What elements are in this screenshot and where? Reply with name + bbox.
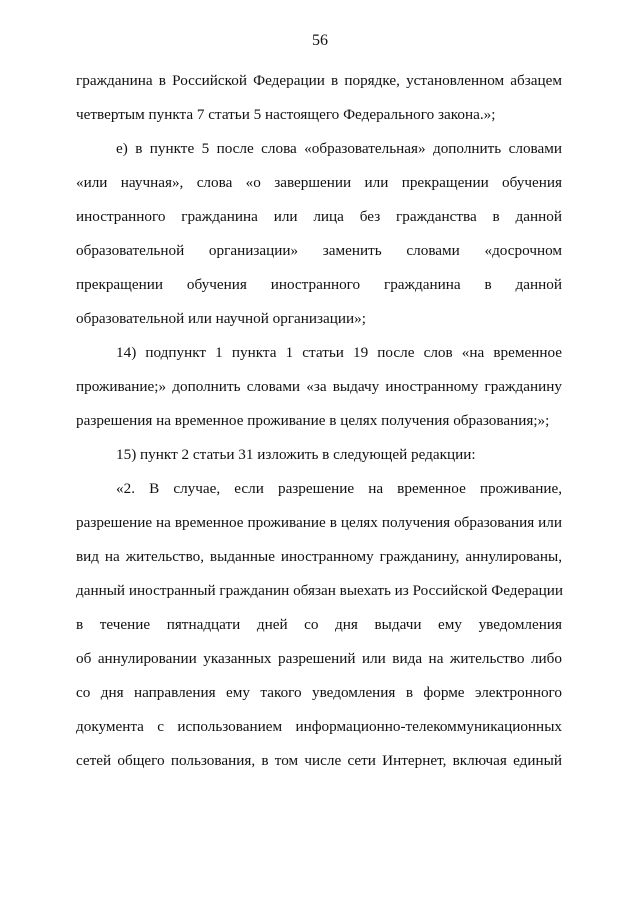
- paragraph-item-15: [76, 438, 562, 472]
- text-line: в течение пятнадцати дней со дня выдачи ему уведомления: [76, 616, 562, 633]
- text-line: гражданина в Российской Федерации в порядке, установленном абзацем: [76, 72, 562, 89]
- document-body: [76, 64, 562, 778]
- text-line: образовательной или научной организации»;: [76, 310, 366, 327]
- text-line: «или научная», слова «о завершении или прекращении обучения: [76, 174, 562, 191]
- paragraph-continuation: [76, 64, 562, 132]
- text-line: разрешения на временное проживание в целях получения образования;»;: [76, 412, 550, 429]
- text-line: документа с использованием информационно-телекоммуникационных: [76, 718, 562, 735]
- text-line: иностранного гражданина или лица без гражданства в данной: [76, 208, 562, 225]
- paragraph-item-14: [76, 336, 562, 438]
- text-line: четвертым пункта 7 статьи 5 настоящего Федерального закона.»;: [76, 106, 496, 123]
- text-line: 15) пункт 2 статьи 31 изложить в следующей редакции:: [116, 446, 476, 463]
- page-number: 56: [312, 32, 328, 49]
- text-line: сетей общего пользования, в том числе сети Интернет, включая единый: [76, 752, 562, 769]
- text-line: данный иностранный гражданин обязан выехать из Российской Федерации: [76, 582, 563, 599]
- text-line: е) в пункте 5 после слова «образовательная» дополнить словами: [116, 140, 562, 157]
- text-line: прекращении обучения иностранного гражданина в данной: [76, 276, 562, 293]
- paragraph-clause-2: [76, 472, 562, 778]
- text-line: разрешение на временное проживание в целях получения образования или: [76, 514, 562, 531]
- text-line: образовательной организации» заменить словами «досрочном: [76, 242, 562, 259]
- text-line: 14) подпункт 1 пункта 1 статьи 19 после слов «на временное: [116, 344, 562, 361]
- text-line: об аннулировании указанных разрешений или вида на жительство либо: [76, 650, 562, 667]
- text-line: со дня направления ему такого уведомления в форме электронного: [76, 684, 562, 701]
- paragraph-item-e: [76, 132, 562, 336]
- text-line: «2. В случае, если разрешение на временное проживание,: [116, 480, 562, 497]
- text-line: вид на жительство, выданные иностранному гражданину, аннулированы,: [76, 548, 562, 565]
- text-line: проживание;» дополнить словами «за выдачу иностранному гражданину: [76, 378, 562, 395]
